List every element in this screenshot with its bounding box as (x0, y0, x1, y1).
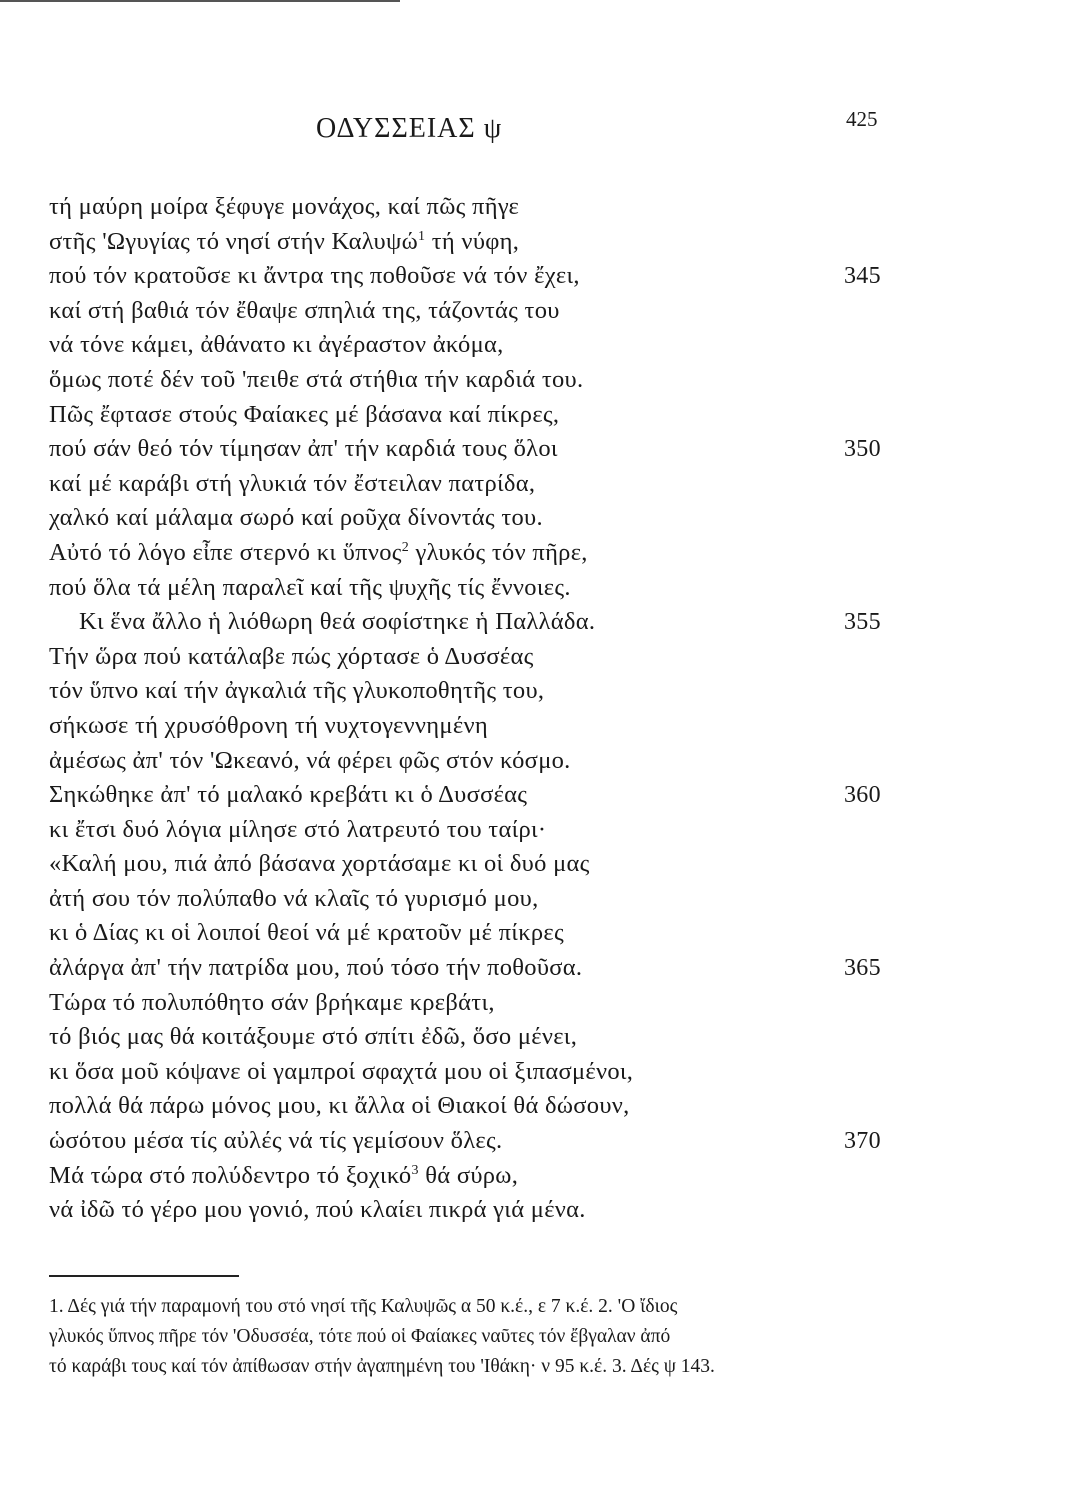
verse-text (49, 401, 559, 428)
verse-line (49, 674, 1029, 709)
verse-main-text: ἀλάργα ἀπ' τήν πατρίδα μου, πού τόσο τήν ποθοῦσα. (49, 954, 583, 982)
line-number: 355 (844, 609, 881, 636)
top-edge-rule (0, 0, 400, 2)
verse-text (49, 954, 582, 981)
book-title: ΟΔΥΣΣΕΙΑΣ ψ (316, 113, 503, 144)
verse-text (49, 677, 544, 704)
verse-continuation: τή νύφη, (425, 227, 520, 255)
footnote-line: τό καράβι τους καί τόν ἀπίθωσαν στήν ἀγαπημένη του 'Ιθάκη· ν 95 κ.έ. 3. Δές ψ 143. (49, 1356, 715, 1377)
verse-main-text: τόν ὕπνο καί τήν ἀγκαλιά τῆς γλυκοποθητῆς του, (49, 677, 545, 705)
verse-main-text: νά τόνε κάμει, ἀθάνατο κι ἀγέραστον ἀκόμα, (49, 331, 504, 359)
footnote-line: 1. Δές γιά τήν παραμονή του στό νησί τῆς Καλυψῶς α 50 κ.έ., ε 7 κ.έ. 2. 'Ο ἴδιος (49, 1296, 678, 1317)
verse-text (49, 297, 560, 324)
page-number: 425 (846, 107, 878, 131)
verse-main-text: χαλκό καί μάλαμα σωρό καί ροῦχα δίνοντάς του. (49, 504, 543, 532)
verse-text (49, 1196, 586, 1223)
verse-text (49, 781, 527, 808)
verse-line (49, 225, 1029, 260)
verse-main-text: πού σάν θεό τόν τίμησαν ἀπ' τήν καρδιά τους ὅλοι (49, 435, 558, 463)
verse-main-text: πού τόν κρατοῦσε κι ἄντρα της ποθοῦσε νά τόν ἔχει, (49, 262, 580, 290)
verse-text (49, 1162, 518, 1189)
footnotes (49, 1292, 909, 1382)
verse-line (49, 605, 1029, 640)
verse-line (49, 501, 1029, 536)
verse-text (49, 193, 519, 220)
verse-line (49, 571, 1029, 606)
verse-text (49, 1092, 630, 1119)
verse-line (49, 259, 1029, 294)
verse-continuation: γλυκός τόν πῆρε, (409, 538, 588, 566)
line-number: 365 (844, 955, 881, 982)
footnote-marker: 2 (401, 539, 410, 555)
verse-text (49, 331, 504, 358)
verse-text (49, 643, 534, 670)
verse-line (49, 190, 1029, 225)
verse-main-text: ὅμως ποτέ δέν τοῦ 'πειθε στά στήθια τήν καρδιά του. (49, 365, 584, 393)
verse-main-text: Τήν ὥρα πού κατάλαβε πώς χόρτασε ὁ Δυσσέας (49, 642, 534, 670)
verse-line (49, 294, 1029, 329)
verse-text (49, 885, 539, 912)
verse-main-text: τή μαύρη μοίρα ξέφυγε μονάχος, καί πῶς πῆγε (49, 193, 520, 220)
verse-main-text: ἀτή σου τόν πολύπαθο νά κλαῖς τό γυρισμό μου, (49, 884, 539, 912)
verse-main-text: νά ἰδῶ τό γέρο μου γονιό, πού κλαίει πικρά γιά μένα. (49, 1196, 586, 1224)
verse-text (49, 262, 580, 289)
verse-line (49, 951, 1029, 986)
verse-main-text: στῆς 'Ωγυγίας τό νησί στήν Καλυψώ (49, 227, 419, 255)
verse-line (49, 882, 1029, 917)
verse-line (49, 398, 1029, 433)
verse-main-text: Κι ἕνα ἄλλο ἡ λιόθωρη θεά σοφίστηκε ἡ Παλλάδα. (79, 608, 596, 636)
verse-text (49, 435, 558, 462)
verse-main-text: κι ἔτσι δυό λόγια μίλησε στό λατρευτό του ταίρι· (49, 815, 547, 843)
footnote-rule (49, 1275, 239, 1277)
verse-line (49, 1020, 1029, 1055)
verse-main-text: καί μέ καράβι στή γλυκιά τόν ἔστειλαν πατρίδα, (49, 469, 536, 497)
verse-text (49, 989, 495, 1016)
verse-line (49, 986, 1029, 1021)
verse-text (49, 470, 535, 497)
verse-text (49, 850, 590, 877)
verse-main-text: Τώρα τό πολυπόθητο σάν βρήκαμε κρεβάτι, (49, 988, 495, 1016)
verse-text (49, 1023, 577, 1050)
verse-line (49, 1089, 1029, 1124)
verse-line (49, 536, 1029, 571)
verse-line (49, 916, 1029, 951)
verse-main-text: «Καλή μου, πιά ἀπό βάσανα χορτάσαμε κι οἱ δυό μας (49, 850, 590, 878)
verse-main-text: Μά τώρα στό πολύδεντρο τό ξοχικό (49, 1161, 412, 1189)
verse-block (49, 190, 1029, 1228)
verse-text (49, 816, 546, 843)
verse-line (49, 328, 1029, 363)
footnote-line: γλυκός ὕπνος πῆρε τόν 'Οδυσσέα, τότε πού οἱ Φαίακες ναῦτες τόν ἔβγαλαν ἀπό (49, 1326, 671, 1347)
verse-main-text: ἀμέσως ἀπ' τόν 'Ωκεανό, νά φέρει φῶς στόν κόσμο. (49, 746, 571, 774)
verse-line (49, 1159, 1029, 1194)
verse-line (49, 709, 1029, 744)
verse-text (49, 712, 488, 739)
verse-text (49, 574, 571, 601)
verse-line (49, 1055, 1029, 1090)
verse-main-text: ὡσότου μέσα τίς αὐλές νά τίς γεμίσουν ὅλες. (49, 1127, 503, 1155)
verse-line (49, 640, 1029, 675)
verse-text (49, 504, 543, 531)
verse-line (49, 1193, 1029, 1228)
verse-line (49, 778, 1029, 813)
footnote-marker: 3 (411, 1162, 419, 1178)
verse-text (49, 747, 571, 774)
verse-text (49, 1127, 502, 1154)
verse-main-text: πού ὅλα τά μέλη παραλεῖ καί τῆς ψυχῆς τίς ἔννοιες. (49, 573, 571, 601)
verse-text (49, 608, 595, 635)
verse-main-text: σήκωσε τή χρυσόθρονη τή νυχτογεννημένη (49, 711, 488, 739)
verse-continuation: θά σύρω, (418, 1161, 519, 1189)
verse-line (49, 432, 1029, 467)
verse-text (49, 539, 588, 566)
line-number: 360 (844, 782, 881, 809)
verse-text (49, 366, 583, 393)
verse-line (49, 1124, 1029, 1159)
verse-line (49, 467, 1029, 502)
verse-main-text: πολλά θά πάρω μόνος μου, κι ἄλλα οἱ Θιακοί θά δώσουν, (49, 1092, 630, 1120)
verse-main-text: καί στή βαθιά τόν ἔθαψε σπηλιά της, τάζοντάς του (49, 296, 560, 324)
verse-main-text: κι ὅσα μοῦ κόψανε οἱ γαμπροί σφαχτά μου οἱ ξιπασμένοι, (49, 1057, 634, 1085)
verse-line (49, 363, 1029, 398)
footnote-marker: 1 (418, 228, 426, 244)
line-number: 350 (844, 436, 881, 463)
verse-line (49, 744, 1029, 779)
verse-line (49, 813, 1029, 848)
verse-text (49, 228, 519, 255)
verse-main-text: Πῶς ἔφτασε στούς Φαίακες μέ βάσανα καί πίκρες, (49, 400, 560, 428)
verse-main-text: τό βιός μας θά κοιτάξουμε στό σπίτι ἐδῶ, ὅσο μένει, (49, 1023, 578, 1051)
verse-main-text: κι ὁ Δίας κι οἱ λοιποί θεοί νά μέ κρατοῦν μέ πίκρες (49, 919, 564, 947)
verse-line (49, 847, 1029, 882)
verse-main-text: Σηκώθηκε ἀπ' τό μαλακό κρεβάτι κι ὁ Δυσσέας (49, 781, 528, 809)
line-number: 345 (844, 263, 881, 290)
line-number: 370 (844, 1128, 881, 1155)
verse-main-text: Αὐτό τό λόγο εἶπε στερνό κι ὕπνος (49, 538, 402, 566)
verse-text (49, 919, 564, 946)
verse-text (49, 1058, 633, 1085)
